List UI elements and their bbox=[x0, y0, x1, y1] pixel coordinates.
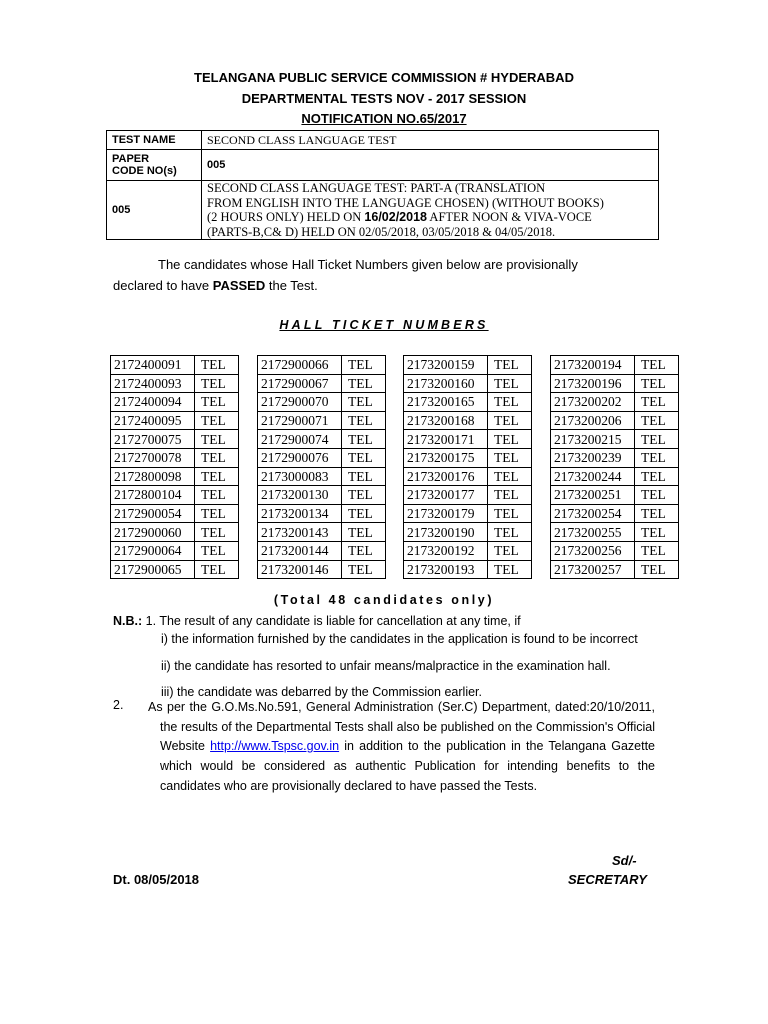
language-code: TEL bbox=[488, 374, 532, 393]
language-code: TEL bbox=[342, 504, 386, 523]
table-row bbox=[111, 504, 239, 523]
note-2-number: 2. bbox=[113, 698, 124, 712]
language-code: TEL bbox=[635, 374, 679, 393]
table-row bbox=[258, 467, 386, 486]
table-row bbox=[258, 411, 386, 430]
hall-ticket-number: 2173200244 bbox=[551, 467, 635, 486]
hall-ticket-number: 2172900066 bbox=[258, 356, 342, 375]
hall-ticket-number: 2173200134 bbox=[258, 504, 342, 523]
language-code: TEL bbox=[342, 411, 386, 430]
note-2-text-b: in addition to the publication in the Telangana Gazette which would be considered as authentic Publication for intending benefits to the candidates who are provisionally declared to have passed the Tests. bbox=[160, 739, 655, 793]
secretary-label: SECRETARY bbox=[568, 872, 647, 887]
language-code: TEL bbox=[635, 504, 679, 523]
paper-code-value: 005 bbox=[202, 150, 659, 181]
language-code: TEL bbox=[195, 523, 239, 542]
language-code: TEL bbox=[195, 504, 239, 523]
hall-ticket-number: 2173200171 bbox=[404, 430, 488, 449]
hall-ticket-number: 2172400091 bbox=[111, 356, 195, 375]
table-row bbox=[404, 430, 532, 449]
language-code: TEL bbox=[635, 486, 679, 505]
hall-ticket-number: 2173200254 bbox=[551, 504, 635, 523]
table-row bbox=[111, 430, 239, 449]
language-code: TEL bbox=[342, 356, 386, 375]
note-2-text-a: As per the G.O.Ms.No.591, General Administration (Ser.C) Department, dated:20/10/2011, the results of the Departmental Tests shall also be published on the Commission's Official Website bbox=[148, 700, 655, 754]
hall-ticket-number: 2173200160 bbox=[404, 374, 488, 393]
hall-ticket-number: 2172900065 bbox=[111, 560, 195, 579]
hall-ticket-column-4 bbox=[550, 355, 679, 579]
table-row bbox=[111, 393, 239, 412]
hall-ticket-number: 2173200194 bbox=[551, 356, 635, 375]
table-row bbox=[551, 411, 679, 430]
note-1-sub-ii: ii) the candidate has resorted to unfair means/malpractice in the examination hall. bbox=[161, 659, 611, 673]
language-code: TEL bbox=[195, 448, 239, 467]
table-row bbox=[551, 356, 679, 375]
paper-code-label-line1: PAPER bbox=[112, 153, 150, 165]
table-row bbox=[551, 560, 679, 579]
table-row bbox=[258, 486, 386, 505]
hall-ticket-number: 2172400093 bbox=[111, 374, 195, 393]
table-row bbox=[258, 560, 386, 579]
hall-ticket-number: 2173200177 bbox=[404, 486, 488, 505]
hall-ticket-number: 2173200192 bbox=[404, 541, 488, 560]
hall-ticket-number: 2173200130 bbox=[258, 486, 342, 505]
hall-ticket-number: 2172400094 bbox=[111, 393, 195, 412]
hall-ticket-number: 2172400095 bbox=[111, 411, 195, 430]
language-code: TEL bbox=[635, 393, 679, 412]
hall-ticket-number: 2172900060 bbox=[111, 523, 195, 542]
hall-ticket-number: 2173200168 bbox=[404, 411, 488, 430]
language-code: TEL bbox=[195, 411, 239, 430]
language-code: TEL bbox=[488, 467, 532, 486]
table-row bbox=[551, 393, 679, 412]
row-paper-code: 005 bbox=[107, 181, 202, 240]
language-code: TEL bbox=[342, 560, 386, 579]
desc-line-3 bbox=[207, 210, 653, 225]
table-row bbox=[404, 504, 532, 523]
language-code: TEL bbox=[342, 393, 386, 412]
hall-ticket-number: 2173200193 bbox=[404, 560, 488, 579]
hall-ticket-number: 2173200206 bbox=[551, 411, 635, 430]
session-title: DEPARTMENTAL TESTS NOV - 2017 SESSION bbox=[241, 91, 527, 106]
table-row bbox=[551, 523, 679, 542]
language-code: TEL bbox=[488, 448, 532, 467]
language-code: TEL bbox=[635, 560, 679, 579]
hall-ticket-number: 2172900067 bbox=[258, 374, 342, 393]
table-row bbox=[258, 523, 386, 542]
table-row bbox=[404, 486, 532, 505]
language-code: TEL bbox=[195, 356, 239, 375]
test-info-table bbox=[106, 130, 659, 240]
table-row bbox=[111, 374, 239, 393]
language-code: TEL bbox=[488, 411, 532, 430]
language-code: TEL bbox=[635, 448, 679, 467]
language-code: TEL bbox=[195, 393, 239, 412]
intro-text-b: the Test. bbox=[265, 278, 318, 293]
language-code: TEL bbox=[342, 541, 386, 560]
test-name-value: SECOND CLASS LANGUAGE TEST bbox=[202, 131, 659, 150]
language-code: TEL bbox=[195, 430, 239, 449]
note-1-text: 1. The result of any candidate is liable for cancellation at any time, if bbox=[142, 614, 521, 628]
language-code: TEL bbox=[342, 523, 386, 542]
hall-ticket-number: 2173000083 bbox=[258, 467, 342, 486]
note-1-sub-i: i) the information furnished by the candidates in the application is found to be incorrect bbox=[161, 632, 638, 646]
hall-ticket-number: 2172700075 bbox=[111, 430, 195, 449]
language-code: TEL bbox=[635, 411, 679, 430]
language-code: TEL bbox=[635, 541, 679, 560]
table-row bbox=[111, 523, 239, 542]
table-row bbox=[551, 504, 679, 523]
table-row bbox=[111, 467, 239, 486]
hall-ticket-number: 2173200255 bbox=[551, 523, 635, 542]
table-row bbox=[258, 448, 386, 467]
language-code: TEL bbox=[488, 541, 532, 560]
table-row bbox=[111, 448, 239, 467]
hall-ticket-column-1 bbox=[110, 355, 239, 579]
intro-line-2 bbox=[113, 275, 656, 296]
table-row bbox=[551, 374, 679, 393]
test-name-label: TEST NAME bbox=[107, 131, 202, 150]
table-row bbox=[404, 374, 532, 393]
hall-ticket-number: 2172900070 bbox=[258, 393, 342, 412]
desc-line-3-b: AFTER NOON & VIVA-VOCE bbox=[426, 210, 592, 224]
hall-ticket-number: 2172900071 bbox=[258, 411, 342, 430]
hall-ticket-number: 2173200165 bbox=[404, 393, 488, 412]
language-code: TEL bbox=[342, 467, 386, 486]
table-row bbox=[404, 541, 532, 560]
paper-code-label-line2: CODE NO(s) bbox=[112, 165, 177, 177]
language-code: TEL bbox=[488, 504, 532, 523]
desc-line-3-a: (2 HOURS ONLY) HELD ON bbox=[207, 210, 365, 224]
hall-ticket-number: 2173200196 bbox=[551, 374, 635, 393]
test-description bbox=[202, 181, 659, 240]
language-code: TEL bbox=[488, 393, 532, 412]
note-2 bbox=[148, 698, 655, 797]
table-row bbox=[404, 393, 532, 412]
hall-ticket-number: 2173200143 bbox=[258, 523, 342, 542]
table-row bbox=[404, 467, 532, 486]
language-code: TEL bbox=[342, 430, 386, 449]
note-1-sub-iii: iii) the candidate was debarred by the Commission earlier. bbox=[161, 685, 482, 699]
notification-number: NOTIFICATION NO.65/2017 bbox=[301, 111, 467, 126]
language-code: TEL bbox=[488, 560, 532, 579]
language-code: TEL bbox=[488, 523, 532, 542]
hall-ticket-number: 2173200256 bbox=[551, 541, 635, 560]
hall-ticket-number: 2173200146 bbox=[258, 560, 342, 579]
hall-ticket-number: 2173200251 bbox=[551, 486, 635, 505]
table-row bbox=[551, 541, 679, 560]
language-code: TEL bbox=[195, 486, 239, 505]
table-row bbox=[111, 356, 239, 375]
table-row bbox=[111, 560, 239, 579]
note-2-text bbox=[148, 698, 655, 797]
table-row bbox=[258, 393, 386, 412]
language-code: TEL bbox=[195, 541, 239, 560]
document-date: Dt. 08/05/2018 bbox=[113, 872, 200, 887]
table-row bbox=[258, 374, 386, 393]
table-row bbox=[551, 486, 679, 505]
table-row bbox=[404, 448, 532, 467]
hall-ticket-heading: HALL TICKET NUMBERS bbox=[279, 318, 489, 332]
table-row bbox=[551, 448, 679, 467]
table-row bbox=[551, 430, 679, 449]
language-code: TEL bbox=[342, 448, 386, 467]
language-code: TEL bbox=[488, 486, 532, 505]
table-row bbox=[404, 411, 532, 430]
hall-ticket-number: 2173200179 bbox=[404, 504, 488, 523]
signature-mark: Sd/- bbox=[612, 853, 637, 868]
hall-ticket-number: 2173200215 bbox=[551, 430, 635, 449]
hall-ticket-number: 2172900054 bbox=[111, 504, 195, 523]
hall-ticket-number: 2173200176 bbox=[404, 467, 488, 486]
desc-line-1: SECOND CLASS LANGUAGE TEST: PART-A (TRANSLATION bbox=[207, 181, 546, 195]
intro-text-a: declared to have bbox=[113, 278, 213, 293]
language-code: TEL bbox=[488, 430, 532, 449]
hall-ticket-number: 2173200190 bbox=[404, 523, 488, 542]
hall-ticket-number: 2173200144 bbox=[258, 541, 342, 560]
website-link[interactable]: http://www.Tspsc.gov.in bbox=[210, 739, 340, 754]
hall-ticket-column-2 bbox=[257, 355, 386, 579]
hall-ticket-number: 2172800104 bbox=[111, 486, 195, 505]
paper-code-label bbox=[107, 150, 202, 181]
table-row bbox=[551, 467, 679, 486]
total-candidates: (Total 48 candidates only) bbox=[273, 593, 495, 607]
language-code: TEL bbox=[195, 467, 239, 486]
table-row bbox=[111, 486, 239, 505]
hall-ticket-number: 2172700078 bbox=[111, 448, 195, 467]
hall-ticket-number: 2173200239 bbox=[551, 448, 635, 467]
hall-ticket-number: 2173200175 bbox=[404, 448, 488, 467]
table-row bbox=[258, 356, 386, 375]
hall-ticket-number: 2172900076 bbox=[258, 448, 342, 467]
table-row bbox=[111, 411, 239, 430]
table-row bbox=[258, 504, 386, 523]
desc-line-4: (PARTS-B,C& D) HELD ON 02/05/2018, 03/05/2018 & 04/05/2018. bbox=[207, 224, 556, 239]
note-1 bbox=[113, 614, 521, 628]
language-code: TEL bbox=[488, 356, 532, 375]
nb-label: N.B.: bbox=[113, 614, 143, 628]
hall-ticket-number: 2173200202 bbox=[551, 393, 635, 412]
hall-ticket-number: 2172900074 bbox=[258, 430, 342, 449]
test-date: 16/02/2018 bbox=[364, 210, 427, 224]
table-row bbox=[258, 430, 386, 449]
table-row bbox=[258, 541, 386, 560]
table-row bbox=[111, 541, 239, 560]
language-code: TEL bbox=[635, 356, 679, 375]
language-code: TEL bbox=[342, 486, 386, 505]
hall-ticket-number: 2173200159 bbox=[404, 356, 488, 375]
language-code: TEL bbox=[635, 430, 679, 449]
hall-ticket-number: 2172900064 bbox=[111, 541, 195, 560]
language-code: TEL bbox=[195, 560, 239, 579]
table-row bbox=[404, 356, 532, 375]
language-code: TEL bbox=[635, 467, 679, 486]
passed-word: PASSED bbox=[212, 278, 266, 293]
intro-paragraph bbox=[113, 254, 656, 296]
language-code: TEL bbox=[342, 374, 386, 393]
hall-ticket-number: 2173200257 bbox=[551, 560, 635, 579]
hall-ticket-column-3 bbox=[403, 355, 532, 579]
table-row bbox=[404, 523, 532, 542]
commission-title: TELANGANA PUBLIC SERVICE COMMISSION # HYDERABAD bbox=[194, 70, 574, 85]
language-code: TEL bbox=[195, 374, 239, 393]
table-row bbox=[404, 560, 532, 579]
hall-ticket-number: 2172800098 bbox=[111, 467, 195, 486]
language-code: TEL bbox=[635, 523, 679, 542]
desc-line-2: FROM ENGLISH INTO THE LANGUAGE CHOSEN) (WITHOUT BOOKS) bbox=[207, 195, 604, 210]
intro-line-1: The candidates whose Hall Ticket Numbers given below are provisionally bbox=[158, 257, 578, 272]
